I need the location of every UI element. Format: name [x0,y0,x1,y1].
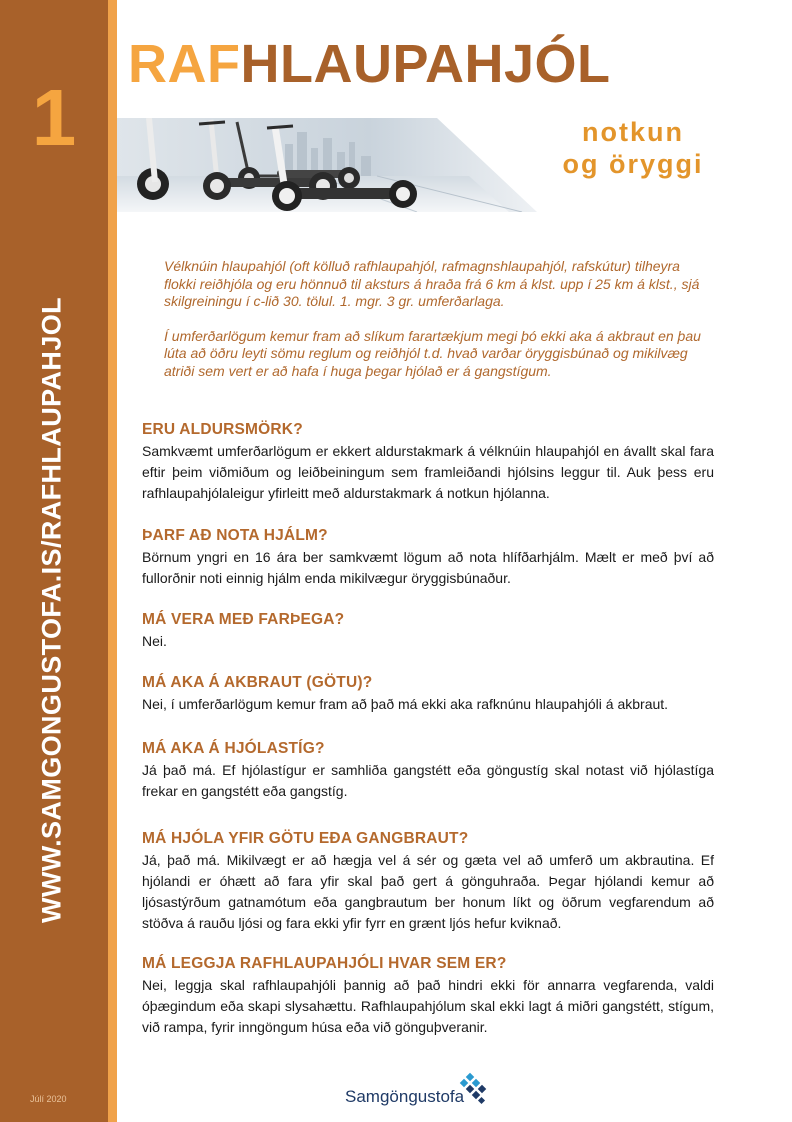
title-main: HLAUPAHJÓL [240,34,611,94]
publication-date: Júlí 2020 [30,1094,67,1104]
scooter-illustration [117,118,537,212]
section-heading: MÁ HJÓLA YFIR GÖTU EÐA GANGBRAUT? [142,830,469,847]
section-helmet [142,526,714,589]
section-crossing [142,829,714,934]
section-parking [142,954,714,1038]
hero-scooter-image [117,118,537,212]
title-prefix: RAF [128,34,241,94]
logo-mark-icon [457,1072,491,1106]
section-body: Börnum yngri en 16 ára ber samkvæmt lögum að nota hlífðarhjálm. Mælt er með því að fullorðnir noti einnig hjálm enda mikilvægur öryggisbúnaður. [142,549,714,586]
page-title [128,34,611,94]
page-number: 1 [31,73,77,162]
section-body: Já það má. Ef hjólastígur er samhliða gangstétt eða göngustíg skal notast við hjólastíga frekar en gangstétt eða gangstíg. [142,762,714,799]
section-road [142,673,714,715]
samgongustofa-logo [345,1072,505,1108]
subtitle [548,116,718,180]
section-bike-path [142,739,714,802]
website-url: WWW.SAMGONGUSTOFA.IS/RAFHLAUPAHJOL [36,296,67,924]
section-heading: MÁ AKA Á HJÓLASTÍG? [142,740,325,757]
section-age-limits [142,420,714,504]
section-body: Já, það má. Mikilvægt er að hægja vel á sér og gæta vel að umferð um akbrautina. Ef hjólandi er óhætt að fara yfir skal það gert á gönguhraða. Þegar hjólandi kemur að ljósastýrðum gatnamótum eða gangbrautum ber honum líkt og öðrum vegfarendum að stöðva á rauðu ljósi og fara ekki yfir fyrr en grænt ljós hefur kviknað. [142,852,714,931]
section-heading: MÁ VERA MEÐ FARÞEGA? [142,611,345,628]
intro-text [164,258,714,380]
section-heading: ERU ALDURSMÖRK? [142,421,303,438]
section-passenger [142,610,714,652]
section-body: Samkvæmt umferðarlögum er ekkert aldurstakmark á vélknúin hlaupahjól en ávallt skal fara eftir þeim viðmiðum og leiðbeiningum sem framleiðandi hjólsins leggur til. Auk þess eru rafhlaupahjólaleigur yfirleitt með aldurstakmark á notkun hjólanna. [142,443,714,501]
section-heading: MÁ LEGGJA RAFHLAUPAHJÓLI HVAR SEM ER? [142,955,507,972]
section-body: Nei, í umferðarlögum kemur fram að það má ekki aka rafknúnu hlaupahjóli á akbraut. [142,696,669,712]
subtitle-line-2: og öryggi [562,149,704,179]
section-heading: ÞARF AÐ NOTA HJÁLM? [142,527,328,544]
intro-paragraph-2: Í umferðarlögum kemur fram að slíkum farartækjum megi þó ekki aka á akbraut en þau lúta að öðru leyti sömu reglum og reiðhjól t.d. hvað varðar öryggisbúnað og mikilvæg atriði sem vert er að hafa í huga þegar hjólað er á gangstígum. [164,327,701,379]
section-body: Nei, leggja skal rafhlaupahjóli þannig að það hindri ekki för annarra vegfarenda, valdi óþægindum eða skapi slysahættu. Rafhlaupahjólum skal ekki lagt á miðri gangstétt, stígum, við rampa, fyrir inngöngum húsa eða við gönguþveranir. [142,977,714,1035]
section-heading: MÁ AKA Á AKBRAUT (GÖTU)? [142,674,373,691]
section-body: Nei. [142,633,167,649]
subtitle-line-1: notkun [582,117,684,147]
sidebar-accent-stripe [108,0,117,1122]
intro-paragraph-1: Vélknúin hlaupahjól (oft kölluð rafhlaupahjól, rafmagnshlaupahjól, rafskútur) tilheyra flokki reiðhjóla og eru hönnuð til aksturs á hraða frá 6 km á klst. upp í 25 km á klst., sjá skilgreiningu í c-lið 30. tölul. 1. mgr. 3 gr. umferðarlaga. [164,258,700,309]
logo-text: Samgöngustofa [345,1087,465,1106]
